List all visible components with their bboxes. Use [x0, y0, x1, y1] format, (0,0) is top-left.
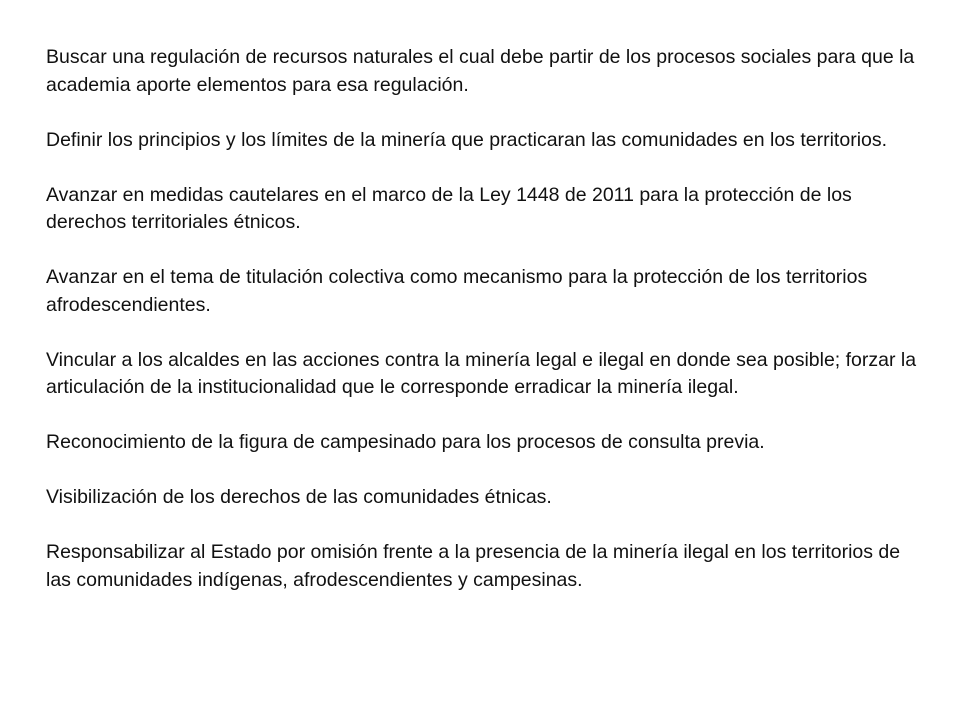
paragraph-responsabilizar-estado: Responsabilizar al Estado por omisión frente a la presencia de la minería ilegal en los territorios de las comunidades indígenas, afrodescendientes y campesinas.	[46, 541, 901, 591]
paragraph-titulacion-colectiva: Avanzar en el tema de titulación colectiva como mecanismo para la protección de los territorios afrodescendientes.	[46, 266, 868, 316]
paragraph-medidas-cautelares: Avanzar en medidas cautelares en el marco de la Ley 1448 de 2011 para la protección de los derechos territoriales étnicos.	[46, 183, 852, 233]
paragraph-regulacion-recursos: Buscar una regulación de recursos naturales el cual debe partir de los procesos sociales para que la academia aporte elementos para esa regulación.	[46, 46, 915, 96]
paragraph-campesinado: Reconocimiento de la figura de campesinado para los procesos de consulta previa.	[46, 431, 765, 453]
paragraph-principios-mineria: Definir los principios y los límites de la minería que practicaran las comunidades en los territorios.	[46, 128, 888, 151]
paragraph-vincular-alcaldes: Vincular a los alcaldes en las acciones contra la minería legal e ilegal en donde sea posible; forzar la articulación de la institucionalidad que le corresponde erradicar la minería ilegal.	[46, 348, 917, 398]
slide-body	[46, 44, 926, 594]
paragraph-visibilizacion: Visibilización de los derechos de las comunidades étnicas.	[46, 486, 552, 508]
